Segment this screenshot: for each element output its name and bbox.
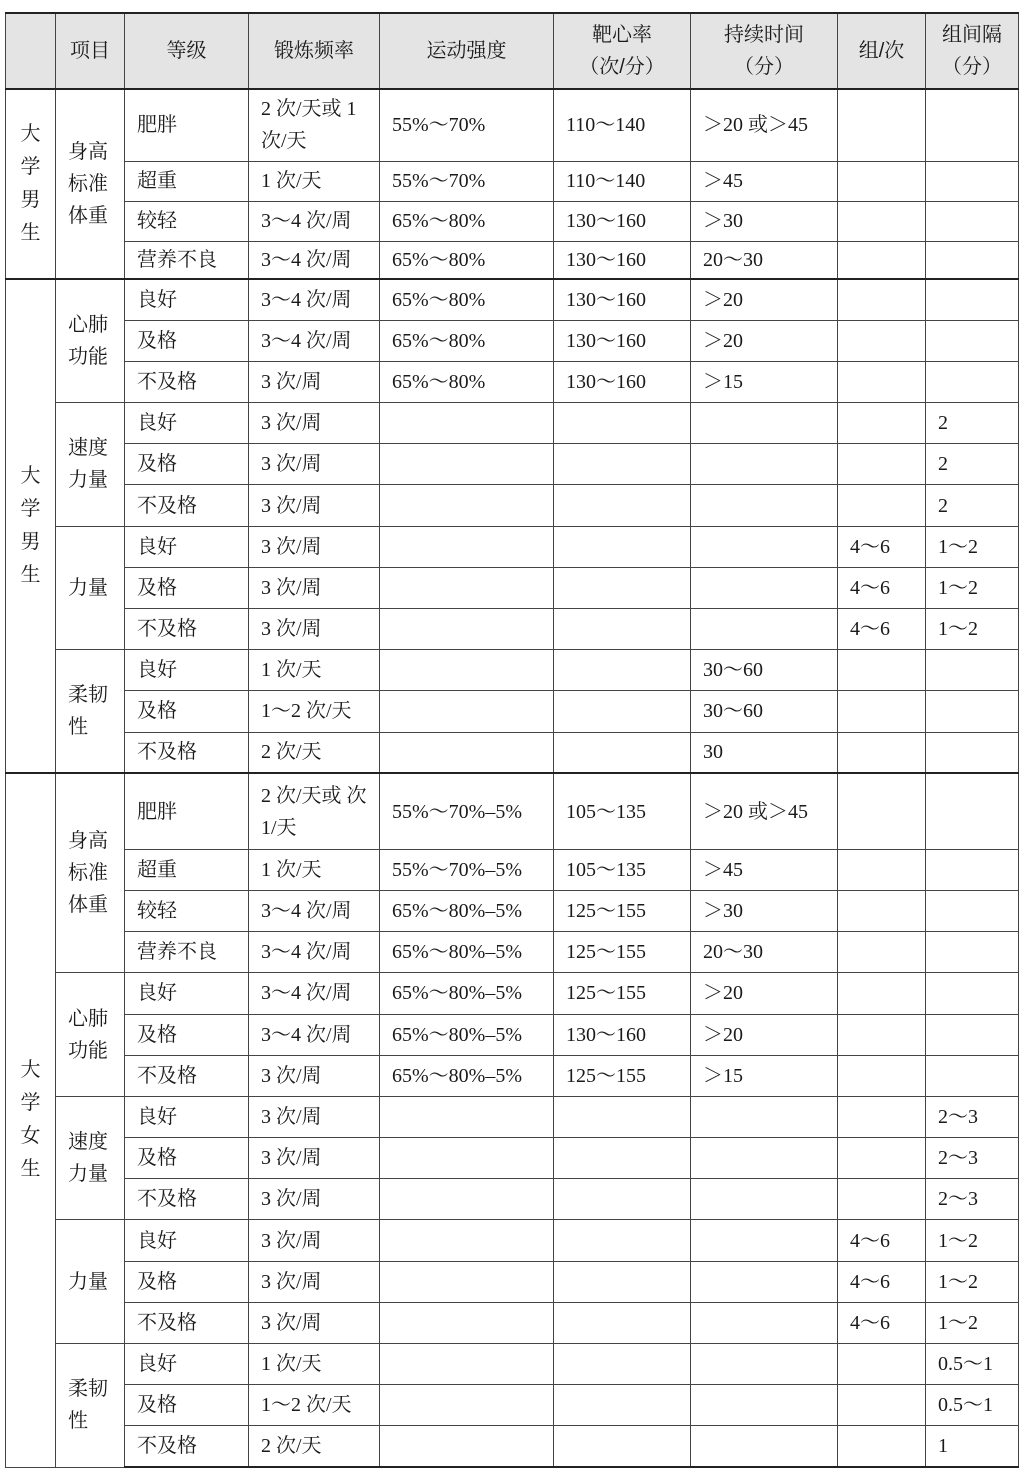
sets-cell bbox=[838, 444, 926, 485]
rest-interval-cell: 2～3 bbox=[926, 1179, 1019, 1220]
intensity-cell: 55%～70% bbox=[380, 89, 554, 161]
sets-cell bbox=[838, 403, 926, 444]
intensity-cell bbox=[380, 1261, 554, 1302]
grade-cell: 不及格 bbox=[125, 609, 249, 650]
heart-rate-cell: 130～160 bbox=[554, 241, 691, 279]
duration-cell: ＞30 bbox=[691, 201, 838, 241]
heart-rate-cell: 125～155 bbox=[554, 973, 691, 1014]
grade-cell: 及格 bbox=[125, 444, 249, 485]
heart-rate-cell bbox=[554, 1426, 691, 1467]
duration-cell bbox=[691, 1344, 838, 1385]
rest-interval-cell bbox=[926, 320, 1019, 361]
grade-cell: 良好 bbox=[125, 1220, 249, 1261]
intensity-cell bbox=[380, 1426, 554, 1467]
sets-cell: 4～6 bbox=[838, 526, 926, 567]
duration-cell: 20～30 bbox=[691, 241, 838, 279]
heart-rate-cell: 105～135 bbox=[554, 849, 691, 890]
table-row bbox=[6, 89, 1019, 161]
grade-cell: 不及格 bbox=[125, 361, 249, 402]
grade-cell: 良好 bbox=[125, 279, 249, 320]
exercise-prescription-table bbox=[5, 12, 1019, 1468]
sets-cell bbox=[838, 1426, 926, 1467]
intensity-cell: 65%～80%–5% bbox=[380, 890, 554, 931]
heart-rate-cell bbox=[554, 1302, 691, 1343]
sets-cell bbox=[838, 201, 926, 241]
sets-cell: 4～6 bbox=[838, 567, 926, 608]
heart-rate-cell: 130～160 bbox=[554, 1014, 691, 1055]
category-cell bbox=[56, 1220, 125, 1344]
heart-rate-cell: 110～140 bbox=[554, 161, 691, 201]
duration-cell: 30 bbox=[691, 732, 838, 773]
frequency-cell: 3～4 次/周 bbox=[249, 201, 380, 241]
duration-cell bbox=[691, 1426, 838, 1467]
frequency-cell: 3 次/周 bbox=[249, 526, 380, 567]
category-label: 速度力量 bbox=[68, 1131, 108, 1186]
category-label: 心肺功能 bbox=[68, 1007, 108, 1062]
rest-interval-cell: 2 bbox=[926, 403, 1019, 444]
duration-cell bbox=[691, 1179, 838, 1220]
frequency-cell: 3 次/周 bbox=[249, 1179, 380, 1220]
gender-cell bbox=[6, 279, 56, 773]
intensity-cell bbox=[380, 650, 554, 691]
table-row bbox=[6, 526, 1019, 567]
sets-cell bbox=[838, 485, 926, 526]
frequency-cell: 1 次/天 bbox=[249, 161, 380, 201]
frequency-cell: 3 次/周 bbox=[249, 361, 380, 402]
frequency-cell: 3 次/周 bbox=[249, 609, 380, 650]
frequency-cell: 3 次/周 bbox=[249, 567, 380, 608]
table-row bbox=[6, 773, 1019, 849]
table-row bbox=[6, 1014, 1019, 1055]
grade-cell: 肥胖 bbox=[125, 89, 249, 161]
table-row bbox=[6, 279, 1019, 320]
frequency-cell: 1 次/天 bbox=[249, 1344, 380, 1385]
intensity-cell bbox=[380, 1302, 554, 1343]
frequency-cell: 3 次/周 bbox=[249, 1220, 380, 1261]
intensity-cell: 65%～80% bbox=[380, 241, 554, 279]
duration-cell: ＞20 或＞45 bbox=[691, 89, 838, 161]
frequency-cell: 3 次/周 bbox=[249, 1055, 380, 1096]
rest-interval-cell: 1 bbox=[926, 1426, 1019, 1467]
sets-cell bbox=[838, 849, 926, 890]
sets-cell bbox=[838, 732, 926, 773]
table-row bbox=[6, 1344, 1019, 1385]
sets-cell bbox=[838, 773, 926, 849]
grade-cell: 营养不良 bbox=[125, 932, 249, 973]
table-row bbox=[6, 1055, 1019, 1096]
rest-interval-cell: 2～3 bbox=[926, 1138, 1019, 1179]
rest-interval-cell: 1～2 bbox=[926, 1302, 1019, 1343]
sets-cell bbox=[838, 241, 926, 279]
heart-rate-cell bbox=[554, 1261, 691, 1302]
rest-interval-cell bbox=[926, 89, 1019, 161]
table-row bbox=[6, 161, 1019, 201]
frequency-cell: 3～4 次/周 bbox=[249, 890, 380, 931]
table-row bbox=[6, 567, 1019, 608]
frequency-cell: 1～2 次/天 bbox=[249, 1385, 380, 1426]
intensity-cell: 65%～80%–5% bbox=[380, 1055, 554, 1096]
frequency-cell: 3～4 次/周 bbox=[249, 973, 380, 1014]
table-row bbox=[6, 403, 1019, 444]
category-label: 身高标准体重 bbox=[68, 141, 108, 227]
intensity-cell: 65%～80% bbox=[380, 361, 554, 402]
grade-cell: 良好 bbox=[125, 1344, 249, 1385]
heart-rate-cell bbox=[554, 444, 691, 485]
category-label: 柔韧性 bbox=[68, 1378, 108, 1433]
grade-cell: 不及格 bbox=[125, 1055, 249, 1096]
heart-rate-cell bbox=[554, 1344, 691, 1385]
heart-rate-cell: 125～155 bbox=[554, 1055, 691, 1096]
rest-interval-cell bbox=[926, 201, 1019, 241]
heart-rate-cell: 110～140 bbox=[554, 89, 691, 161]
intensity-cell bbox=[380, 1385, 554, 1426]
intensity-cell: 55%～70%–5% bbox=[380, 849, 554, 890]
table-row bbox=[6, 241, 1019, 279]
rest-interval-cell: 2～3 bbox=[926, 1096, 1019, 1137]
header-sets: 组/次 bbox=[838, 13, 926, 89]
heart-rate-cell: 130～160 bbox=[554, 320, 691, 361]
header-duration-text: 持续时间（分） bbox=[724, 24, 804, 78]
heart-rate-cell: 130～160 bbox=[554, 279, 691, 320]
frequency-cell: 2 次/天或 次 1/天 bbox=[249, 773, 380, 849]
grade-cell: 不及格 bbox=[125, 1302, 249, 1343]
table-row bbox=[6, 890, 1019, 931]
heart-rate-cell bbox=[554, 403, 691, 444]
sets-cell bbox=[838, 1385, 926, 1426]
sets-cell bbox=[838, 890, 926, 931]
table-row bbox=[6, 1426, 1019, 1467]
heart-rate-cell bbox=[554, 1385, 691, 1426]
category-cell bbox=[56, 973, 125, 1097]
grade-cell: 及格 bbox=[125, 1138, 249, 1179]
header-grade: 等级 bbox=[125, 13, 249, 89]
grade-cell: 超重 bbox=[125, 161, 249, 201]
duration-cell bbox=[691, 403, 838, 444]
grade-cell: 超重 bbox=[125, 849, 249, 890]
category-label: 心肺功能 bbox=[68, 314, 108, 369]
table-row bbox=[6, 973, 1019, 1014]
sets-cell bbox=[838, 1138, 926, 1179]
table-row bbox=[6, 1138, 1019, 1179]
sets-cell bbox=[838, 1014, 926, 1055]
rest-interval-cell: 1～2 bbox=[926, 526, 1019, 567]
duration-cell: ＞15 bbox=[691, 1055, 838, 1096]
table-row bbox=[6, 609, 1019, 650]
frequency-cell: 2 次/天或 1 次/天 bbox=[249, 89, 380, 161]
rest-interval-cell bbox=[926, 161, 1019, 201]
sets-cell: 4～6 bbox=[838, 1220, 926, 1261]
gender-label: 大学男生 bbox=[20, 465, 41, 587]
intensity-cell: 65%～80%–5% bbox=[380, 1014, 554, 1055]
grade-cell: 及格 bbox=[125, 567, 249, 608]
gender-label: 大学女生 bbox=[20, 1059, 41, 1181]
header-rest-interval-text: 组间隔（分） bbox=[942, 24, 1002, 78]
grade-cell: 营养不良 bbox=[125, 241, 249, 279]
heart-rate-cell bbox=[554, 1179, 691, 1220]
sets-cell: 4～6 bbox=[838, 609, 926, 650]
rest-interval-cell: 2 bbox=[926, 485, 1019, 526]
frequency-cell: 3～4 次/周 bbox=[249, 1014, 380, 1055]
rest-interval-cell bbox=[926, 890, 1019, 931]
grade-cell: 较轻 bbox=[125, 201, 249, 241]
rest-interval-cell bbox=[926, 1014, 1019, 1055]
duration-cell bbox=[691, 609, 838, 650]
header-row bbox=[6, 13, 1019, 89]
rest-interval-cell bbox=[926, 691, 1019, 732]
header-rest-interval bbox=[926, 13, 1019, 89]
sets-cell bbox=[838, 320, 926, 361]
duration-cell: 30～60 bbox=[691, 691, 838, 732]
heart-rate-cell bbox=[554, 567, 691, 608]
heart-rate-cell bbox=[554, 609, 691, 650]
grade-cell: 不及格 bbox=[125, 732, 249, 773]
category-cell bbox=[56, 650, 125, 774]
heart-rate-cell: 105～135 bbox=[554, 773, 691, 849]
heart-rate-cell: 125～155 bbox=[554, 932, 691, 973]
grade-cell: 及格 bbox=[125, 1385, 249, 1426]
grade-cell: 及格 bbox=[125, 691, 249, 732]
intensity-cell bbox=[380, 403, 554, 444]
grade-cell: 良好 bbox=[125, 973, 249, 1014]
frequency-cell: 3～4 次/周 bbox=[249, 279, 380, 320]
grade-cell: 及格 bbox=[125, 320, 249, 361]
duration-cell: ＞15 bbox=[691, 361, 838, 402]
frequency-cell: 2 次/天 bbox=[249, 1426, 380, 1467]
frequency-cell: 3～4 次/周 bbox=[249, 241, 380, 279]
intensity-cell: 65%～80% bbox=[380, 320, 554, 361]
intensity-cell: 65%～80%–5% bbox=[380, 973, 554, 1014]
table-row bbox=[6, 1385, 1019, 1426]
intensity-cell bbox=[380, 1096, 554, 1137]
heart-rate-cell bbox=[554, 691, 691, 732]
duration-cell: ＞20 bbox=[691, 973, 838, 1014]
frequency-cell: 3 次/周 bbox=[249, 1302, 380, 1343]
duration-cell bbox=[691, 1096, 838, 1137]
sets-cell bbox=[838, 1179, 926, 1220]
table-row bbox=[6, 1179, 1019, 1220]
category-cell bbox=[56, 403, 125, 527]
sets-cell bbox=[838, 361, 926, 402]
sets-cell: 4～6 bbox=[838, 1302, 926, 1343]
rest-interval-cell bbox=[926, 849, 1019, 890]
rest-interval-cell: 1～2 bbox=[926, 609, 1019, 650]
grade-cell: 较轻 bbox=[125, 890, 249, 931]
duration-cell: ＞20 bbox=[691, 320, 838, 361]
duration-cell: ＞20 bbox=[691, 279, 838, 320]
category-cell bbox=[56, 526, 125, 650]
gender-label: 大学男生 bbox=[20, 123, 41, 244]
header-frequency: 锻炼频率 bbox=[249, 13, 380, 89]
heart-rate-cell bbox=[554, 1220, 691, 1261]
grade-cell: 不及格 bbox=[125, 1426, 249, 1467]
grade-cell: 良好 bbox=[125, 403, 249, 444]
intensity-cell bbox=[380, 444, 554, 485]
intensity-cell bbox=[380, 526, 554, 567]
table-row bbox=[6, 485, 1019, 526]
intensity-cell: 65%～80% bbox=[380, 279, 554, 320]
duration-cell bbox=[691, 1138, 838, 1179]
duration-cell bbox=[691, 526, 838, 567]
category-cell bbox=[56, 1344, 125, 1468]
rest-interval-cell: 0.5～1 bbox=[926, 1385, 1019, 1426]
duration-cell bbox=[691, 1385, 838, 1426]
intensity-cell bbox=[380, 1179, 554, 1220]
gender-cell bbox=[6, 773, 56, 1467]
frequency-cell: 1 次/天 bbox=[249, 650, 380, 691]
grade-cell: 良好 bbox=[125, 650, 249, 691]
category-cell bbox=[56, 773, 125, 973]
duration-cell bbox=[691, 444, 838, 485]
intensity-cell bbox=[380, 691, 554, 732]
rest-interval-cell bbox=[926, 361, 1019, 402]
duration-cell: ＞20 或＞45 bbox=[691, 773, 838, 849]
intensity-cell: 65%～80% bbox=[380, 201, 554, 241]
table-row bbox=[6, 849, 1019, 890]
rest-interval-cell bbox=[926, 932, 1019, 973]
header-item: 项目 bbox=[56, 13, 125, 89]
heart-rate-cell bbox=[554, 732, 691, 773]
table-body bbox=[6, 89, 1019, 1467]
sets-cell bbox=[838, 1344, 926, 1385]
category-cell bbox=[56, 1096, 125, 1220]
heart-rate-cell bbox=[554, 650, 691, 691]
category-cell bbox=[56, 279, 125, 403]
intensity-cell bbox=[380, 1344, 554, 1385]
intensity-cell bbox=[380, 732, 554, 773]
intensity-cell bbox=[380, 485, 554, 526]
grade-cell: 良好 bbox=[125, 526, 249, 567]
frequency-cell: 3 次/周 bbox=[249, 1138, 380, 1179]
sets-cell bbox=[838, 1096, 926, 1137]
duration-cell: ＞30 bbox=[691, 890, 838, 931]
table-row bbox=[6, 444, 1019, 485]
duration-cell bbox=[691, 1302, 838, 1343]
duration-cell bbox=[691, 485, 838, 526]
table-row bbox=[6, 361, 1019, 402]
intensity-cell bbox=[380, 567, 554, 608]
category-label: 力量 bbox=[68, 1270, 108, 1293]
duration-cell bbox=[691, 1220, 838, 1261]
intensity-cell bbox=[380, 1138, 554, 1179]
table-row bbox=[6, 1220, 1019, 1261]
intensity-cell bbox=[380, 609, 554, 650]
frequency-cell: 3 次/周 bbox=[249, 1096, 380, 1137]
frequency-cell: 3 次/周 bbox=[249, 403, 380, 444]
frequency-cell: 3 次/周 bbox=[249, 485, 380, 526]
grade-cell: 不及格 bbox=[125, 1179, 249, 1220]
table-row bbox=[6, 1302, 1019, 1343]
duration-cell: ＞45 bbox=[691, 849, 838, 890]
frequency-cell: 1 次/天 bbox=[249, 849, 380, 890]
frequency-cell: 3～4 次/周 bbox=[249, 320, 380, 361]
rest-interval-cell: 2 bbox=[926, 444, 1019, 485]
heart-rate-cell: 130～160 bbox=[554, 201, 691, 241]
heart-rate-cell bbox=[554, 485, 691, 526]
intensity-cell: 65%～80%–5% bbox=[380, 932, 554, 973]
heart-rate-cell: 125～155 bbox=[554, 890, 691, 931]
heart-rate-cell: 130～160 bbox=[554, 361, 691, 402]
rest-interval-cell bbox=[926, 773, 1019, 849]
category-cell bbox=[56, 89, 125, 279]
category-label: 柔韧性 bbox=[68, 684, 108, 739]
frequency-cell: 3 次/周 bbox=[249, 1261, 380, 1302]
rest-interval-cell bbox=[926, 1055, 1019, 1096]
rest-interval-cell bbox=[926, 650, 1019, 691]
frequency-cell: 3～4 次/周 bbox=[249, 932, 380, 973]
header-heart-rate bbox=[554, 13, 691, 89]
table-row bbox=[6, 932, 1019, 973]
category-label: 力量 bbox=[68, 576, 108, 599]
grade-cell: 良好 bbox=[125, 1096, 249, 1137]
frequency-cell: 1～2 次/天 bbox=[249, 691, 380, 732]
table-row bbox=[6, 650, 1019, 691]
duration-cell bbox=[691, 567, 838, 608]
rest-interval-cell: 1～2 bbox=[926, 567, 1019, 608]
frequency-cell: 3 次/周 bbox=[249, 444, 380, 485]
header-intensity: 运动强度 bbox=[380, 13, 554, 89]
sets-cell bbox=[838, 279, 926, 320]
table-row bbox=[6, 1096, 1019, 1137]
rest-interval-cell: 0.5～1 bbox=[926, 1344, 1019, 1385]
category-label: 身高标准体重 bbox=[68, 830, 108, 917]
heart-rate-cell bbox=[554, 1096, 691, 1137]
sets-cell bbox=[838, 650, 926, 691]
intensity-cell bbox=[380, 1220, 554, 1261]
heart-rate-cell bbox=[554, 526, 691, 567]
duration-cell: 30～60 bbox=[691, 650, 838, 691]
sets-cell bbox=[838, 973, 926, 1014]
rest-interval-cell bbox=[926, 241, 1019, 279]
rest-interval-cell: 1～2 bbox=[926, 1220, 1019, 1261]
table-row bbox=[6, 691, 1019, 732]
category-label: 速度力量 bbox=[68, 437, 108, 492]
frequency-cell: 2 次/天 bbox=[249, 732, 380, 773]
table-row bbox=[6, 320, 1019, 361]
grade-cell: 及格 bbox=[125, 1261, 249, 1302]
duration-cell: 20～30 bbox=[691, 932, 838, 973]
sets-cell bbox=[838, 1055, 926, 1096]
grade-cell: 及格 bbox=[125, 1014, 249, 1055]
rest-interval-cell bbox=[926, 973, 1019, 1014]
duration-cell: ＞20 bbox=[691, 1014, 838, 1055]
grade-cell: 不及格 bbox=[125, 485, 249, 526]
header-gender bbox=[6, 13, 56, 89]
header-heart-rate-text: 靶心率（次/分） bbox=[579, 24, 665, 78]
sets-cell: 4～6 bbox=[838, 1261, 926, 1302]
rest-interval-cell bbox=[926, 279, 1019, 320]
intensity-cell: 55%～70% bbox=[380, 161, 554, 201]
table-row bbox=[6, 201, 1019, 241]
sets-cell bbox=[838, 161, 926, 201]
sets-cell bbox=[838, 691, 926, 732]
rest-interval-cell bbox=[926, 732, 1019, 773]
intensity-cell: 55%～70%–5% bbox=[380, 773, 554, 849]
table-row bbox=[6, 732, 1019, 773]
grade-cell: 肥胖 bbox=[125, 773, 249, 849]
duration-cell: ＞45 bbox=[691, 161, 838, 201]
sets-cell bbox=[838, 932, 926, 973]
gender-cell bbox=[6, 89, 56, 279]
header-duration bbox=[691, 13, 838, 89]
table-row bbox=[6, 1261, 1019, 1302]
rest-interval-cell: 1～2 bbox=[926, 1261, 1019, 1302]
heart-rate-cell bbox=[554, 1138, 691, 1179]
sets-cell bbox=[838, 89, 926, 161]
duration-cell bbox=[691, 1261, 838, 1302]
